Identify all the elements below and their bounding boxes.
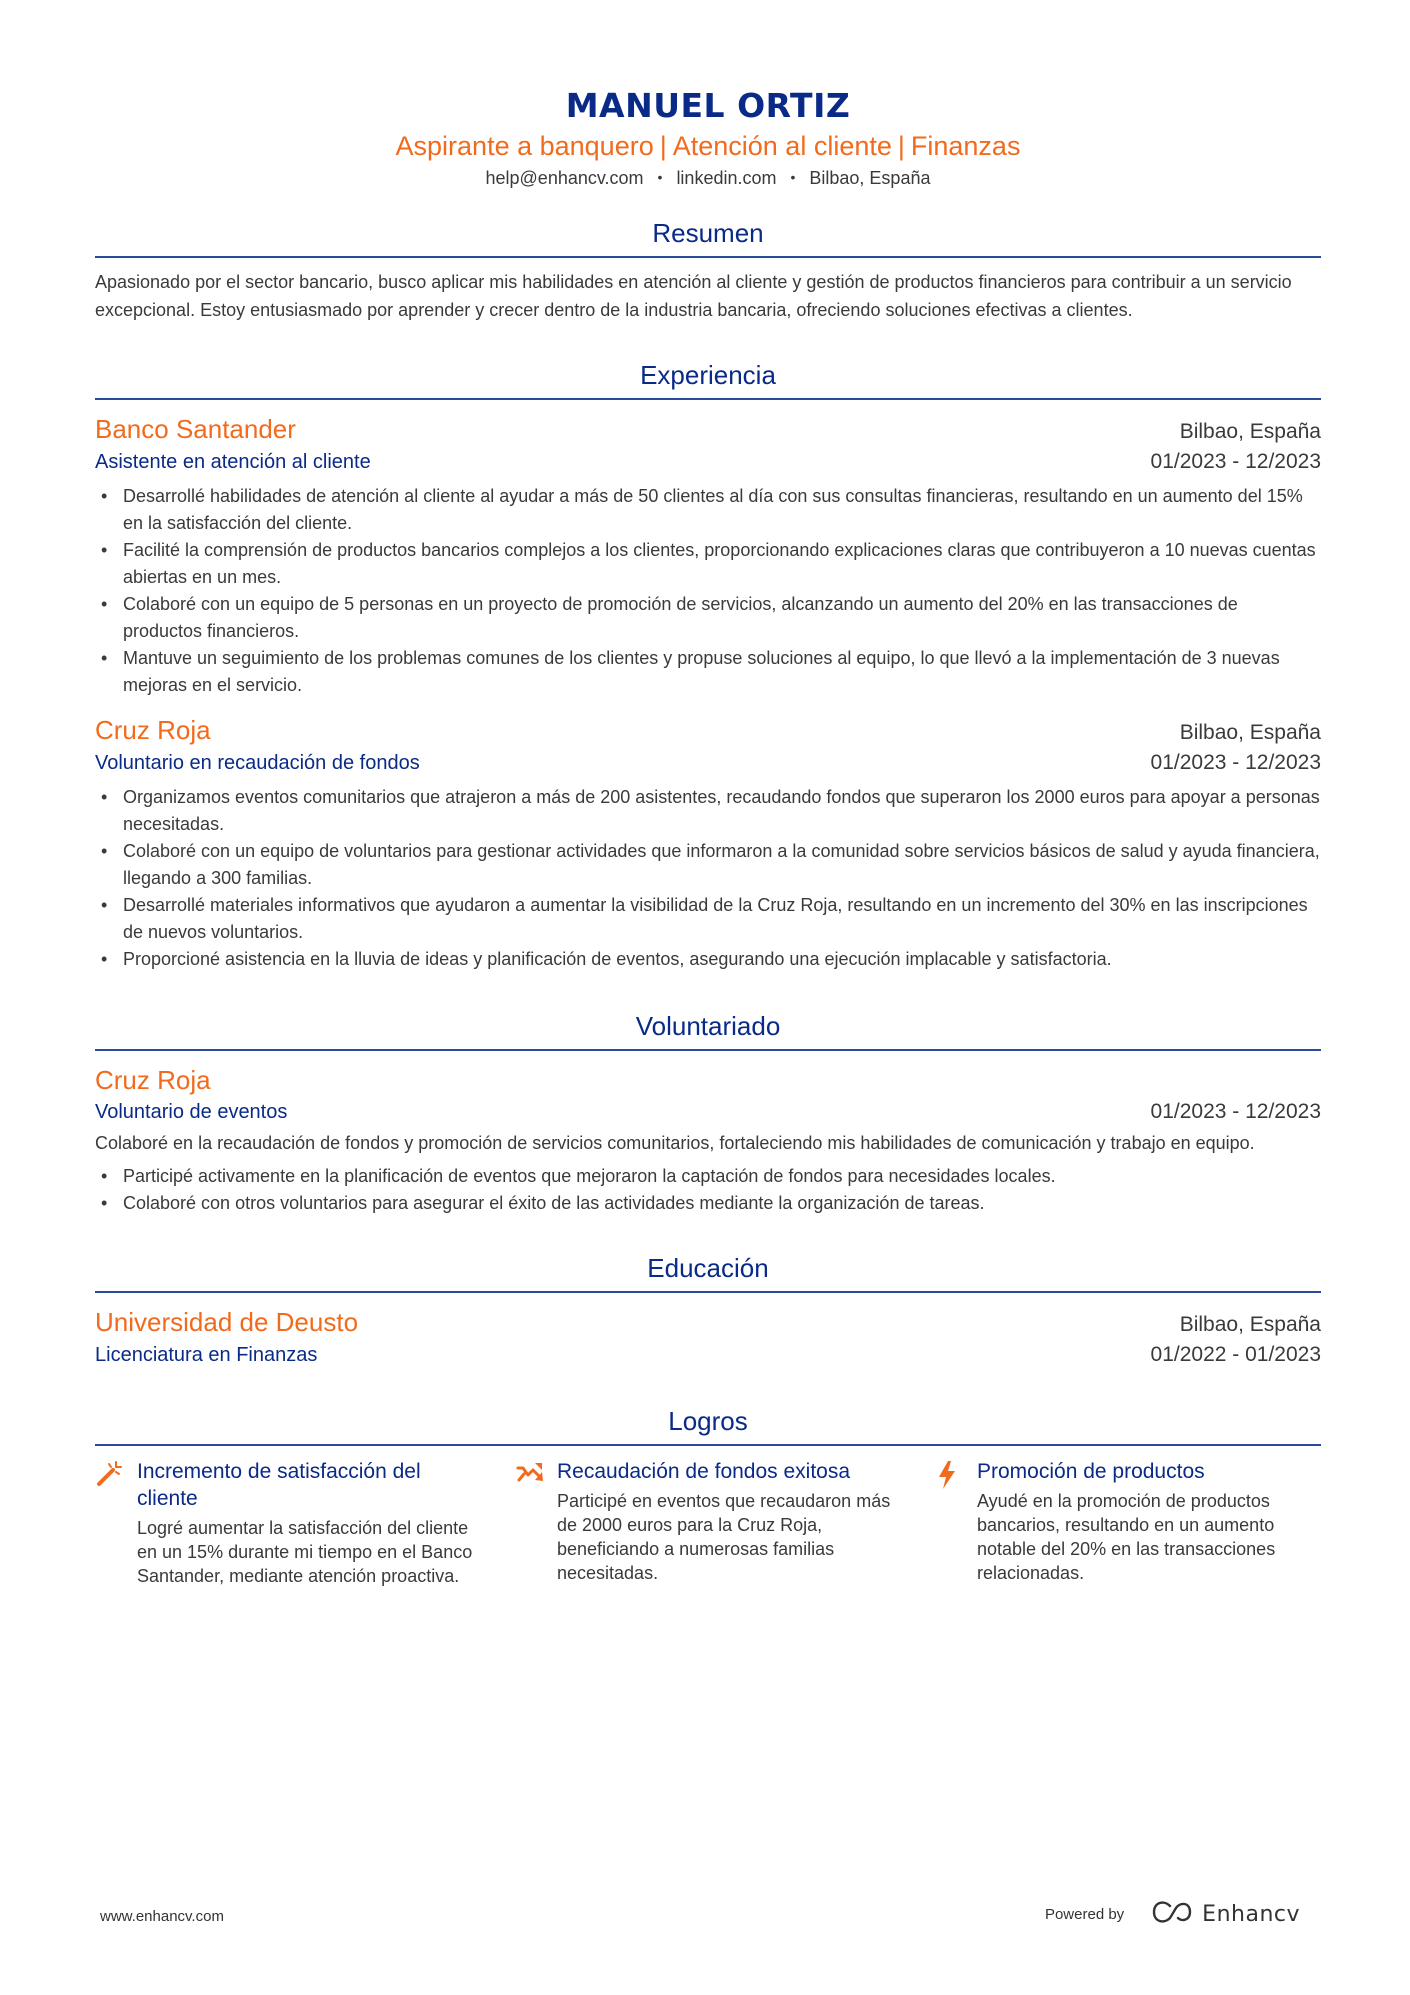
- achievement-title: Incremento de satisfacción del cliente: [137, 1460, 421, 1510]
- education-entry: [95, 1305, 1321, 1370]
- experience-entry: [95, 713, 1321, 973]
- achievement-item: [95, 1458, 515, 1588]
- page-footer: [0, 1900, 1410, 1940]
- magic-wand-icon: [95, 1458, 137, 1588]
- bullet-item: • Facilité la comprensión de productos bancarios complejos a los clientes, proporcionando explicaciones claras que contribuyeron a 10 nuevas cuentas abiertas en un mes.: [95, 537, 1321, 591]
- job-location: Bilbao, España: [1179, 420, 1321, 443]
- candidate-title: [95, 128, 1321, 164]
- achievement-description: Logré aumentar la satisfacción del cliente en un 15% durante mi tiempo en el Banco Santander, mediante atención proactiva.: [137, 1518, 473, 1586]
- job-location: Bilbao, España: [1179, 721, 1321, 744]
- education-section: [95, 1251, 1321, 1370]
- volunteer-org: Cruz Roja: [95, 1065, 211, 1095]
- brand-name: Enhancv: [1202, 1902, 1300, 1927]
- achievement-title: Promoción de productos: [977, 1460, 1205, 1483]
- bullet-item: • Colaboré con un equipo de voluntarios para gestionar actividades que informaron a la comunidad sobre servicios básicos de salud y ayuda financiera, llegando a 300 familias.: [95, 838, 1321, 892]
- title-separator: |: [897, 131, 905, 161]
- volunteering-entry: [95, 1063, 1321, 1217]
- volunteer-dates: 01/2023 - 12/2023: [1150, 1100, 1321, 1123]
- title-part: Finanzas: [910, 131, 1021, 161]
- school-location: Bilbao, España: [1179, 1313, 1321, 1336]
- job-dates: 01/2023 - 12/2023: [1150, 450, 1321, 473]
- contact-linkedin[interactable]: linkedin.com: [676, 168, 777, 188]
- achievements-section: [95, 1404, 1321, 1588]
- title-part: Atención al cliente: [672, 131, 892, 161]
- section-heading: Voluntariado: [95, 1009, 1321, 1051]
- section-heading: Resumen: [95, 216, 1321, 258]
- contact-email[interactable]: help@enhancv.com: [485, 168, 644, 188]
- experience-entry: [95, 412, 1321, 699]
- employer-name: Banco Santander: [95, 414, 296, 444]
- job-dates: 01/2023 - 12/2023: [1150, 751, 1321, 774]
- bullet-item: • Colaboré con otros voluntarios para asegurar el éxito de las actividades mediante la organización de tareas.: [95, 1190, 1321, 1217]
- achievement-title: Recaudación de fondos exitosa: [557, 1460, 851, 1483]
- trend-arrow-icon: [515, 1458, 557, 1588]
- volunteering-section: [95, 1009, 1321, 1217]
- experience-section: [95, 358, 1321, 973]
- resume-header: [95, 0, 1321, 192]
- section-heading: Logros: [95, 1404, 1321, 1446]
- title-separator: |: [659, 131, 667, 161]
- powered-by-label: Powered by: [1044, 1906, 1125, 1923]
- job-role: Voluntario en recaudación de fondos: [95, 752, 420, 774]
- bullet-item: • Desarrollé materiales informativos que ayudaron a aumentar la visibilidad de la Cruz Roja, resultando en un incremento del 30% en las inscripciones de nuevos voluntarios.: [95, 892, 1321, 946]
- volunteer-description: Colaboré en la recaudación de fondos y promoción de servicios comunitarios, fortaleciendo mis habilidades de comunicación y trabajo en equipo.: [95, 1133, 1255, 1153]
- volunteer-role: Voluntario de eventos: [95, 1101, 288, 1123]
- school-name: Universidad de Deusto: [95, 1307, 359, 1337]
- bullet-item: • Organizamos eventos comunitarios que atrajeron a más de 200 asistentes, recaudando fondos que superaron los 2000 euros para apoyar a personas necesitadas.: [95, 784, 1321, 838]
- bullet-item: • Mantuve un seguimiento de los problemas comunes de los clientes y propuse soluciones al equipo, lo que llevó a la implementación de 3 nuevas mejoras en el servicio.: [95, 645, 1321, 699]
- achievement-description: Ayudé en la promoción de productos bancarios, resultando en un aumento notable del 20% en las transacciones relacionadas.: [977, 1491, 1276, 1583]
- footer-website[interactable]: www.enhancv.com: [100, 1908, 224, 1925]
- contact-separator: •: [790, 169, 796, 185]
- section-heading: Experiencia: [95, 358, 1321, 400]
- section-heading: Educación: [95, 1251, 1321, 1293]
- summary-section: [95, 216, 1321, 324]
- footer-branding: [1045, 1900, 1300, 1929]
- job-role: Asistente en atención al cliente: [95, 451, 371, 473]
- lightning-icon: [935, 1458, 977, 1588]
- bullet-item: • Desarrollé habilidades de atención al cliente al ayudar a más de 50 clientes al día con sus consultas financieras, resultando en un aumento del 15% en la satisfacción del cliente.: [95, 483, 1321, 537]
- employer-name: Cruz Roja: [95, 715, 211, 745]
- achievement-item: [515, 1458, 935, 1588]
- bullet-item: • Participé activamente en la planificación de eventos que mejoraron la captación de fondos para necesidades locales.: [95, 1163, 1321, 1190]
- job-bullets: [95, 784, 1321, 973]
- summary-text: Apasionado por el sector bancario, busco aplicar mis habilidades en atención al cliente y gestión de productos financieros para contribuir a un servicio excepcional. Estoy entusiasmado por aprender y crecer dentro de la industria bancaria, ofreciendo soluciones efectivas a clientes.: [95, 272, 1292, 320]
- bullet-item: • Colaboré con un equipo de 5 personas en un proyecto de promoción de servicios, alcanzando un aumento del 20% en las transacciones de productos financieros.: [95, 591, 1321, 645]
- achievement-description: Participé en eventos que recaudaron más de 2000 euros para la Cruz Roja, beneficiando a numerosas familias necesitadas.: [557, 1491, 891, 1583]
- degree-name: Licenciatura en Finanzas: [95, 1344, 318, 1366]
- contact-location: Bilbao, España: [809, 168, 931, 188]
- education-dates: 01/2022 - 01/2023: [1150, 1343, 1321, 1366]
- enhancv-logo-icon: [1150, 1900, 1194, 1929]
- title-part: Aspirante a banquero: [395, 131, 654, 161]
- achievements-list: [95, 1458, 1321, 1588]
- volunteer-bullets: [95, 1163, 1321, 1217]
- resume-page: [95, 0, 1321, 1588]
- job-bullets: [95, 483, 1321, 699]
- achievement-item: [935, 1458, 1321, 1588]
- candidate-name: MANUEL ORTIZ: [565, 86, 851, 125]
- contact-separator: •: [657, 169, 663, 185]
- contact-line: [95, 165, 1321, 192]
- bullet-item: • Proporcioné asistencia en la lluvia de ideas y planificación de eventos, asegurando una ejecución implacable y satisfactoria.: [95, 946, 1321, 973]
